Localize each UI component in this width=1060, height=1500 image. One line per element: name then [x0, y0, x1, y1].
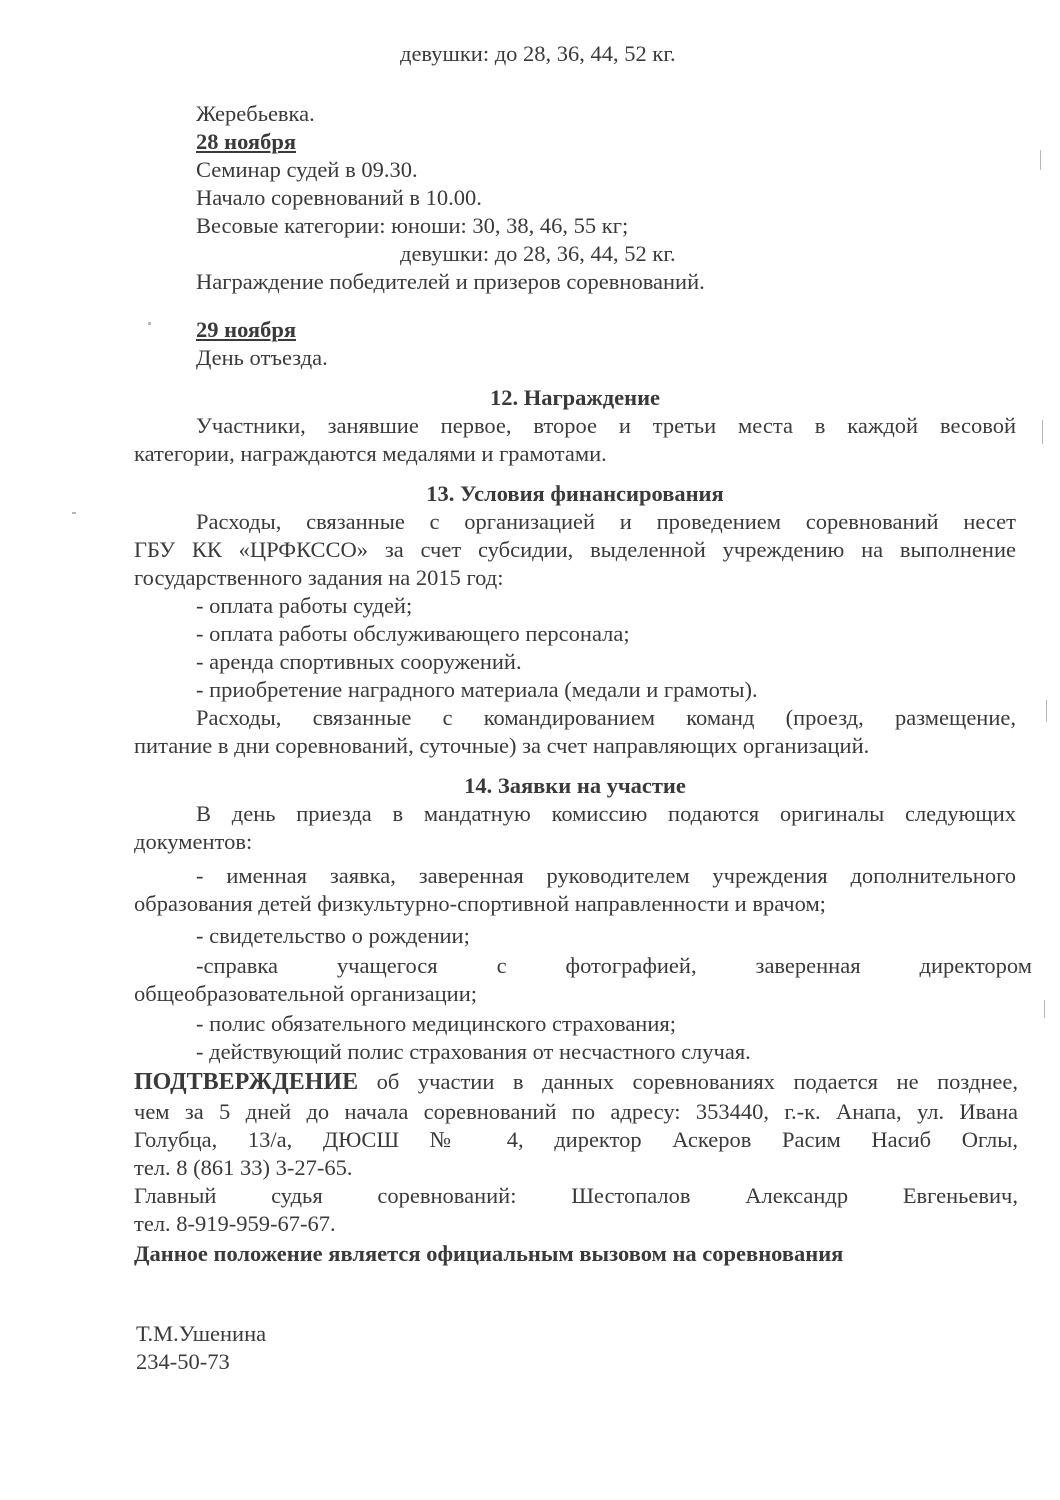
girls-weight-categories: девушки: до 28, 36, 44, 52 кг. [400, 241, 676, 266]
text-line: Голубца, 13/а, ДЮСШ № 4, директор Аскеров Расим Насиб Оглы, [134, 1127, 1018, 1152]
confirmation-bold-word: ПОДТВЕРЖДЕНИЕ [134, 1069, 359, 1095]
draw-line: Жеребьевка. [196, 101, 315, 126]
text-line: Главный судья соревнований: Шестопалов Александр Евгеньевич, [134, 1183, 1018, 1208]
signature-name: Т.М.Ушенина [136, 1321, 267, 1346]
girls-weight-categories-top: девушки: до 28, 36, 44, 52 кг. [400, 41, 676, 66]
text-line: ГБУ КК «ЦРФКССО» за счет субсидии, выделенной учреждению на выполнение [134, 537, 1016, 562]
schedule-line: Семинар судей в 09.30. [196, 157, 418, 182]
document-item-continuation: общеобразовательной организации; [134, 981, 477, 1006]
text-line: -справка учащегося с фотографией, заверенная директором [196, 953, 1032, 978]
expense-item: - оплата работы судей; [196, 593, 413, 618]
expense-item: - оплата работы обслуживающего персонала; [196, 621, 630, 646]
scan-speck [1044, 1000, 1045, 1018]
text-line: В день приезда в мандатную комиссию подаются оригиналы следующих [196, 801, 1016, 826]
schedule-line: Начало соревнований в 10.00. [196, 185, 482, 210]
document-item: - действующий полис страхования от несчастного случая. [196, 1039, 751, 1064]
expense-item: - аренда спортивных сооружений. [196, 649, 522, 674]
section-14-paragraph-line: документов: [134, 829, 253, 854]
award-line: Награждение победителей и призеров соревнований. [196, 269, 705, 294]
document-item: - полис обязательного медицинского страхования; [196, 1011, 676, 1036]
confirmation-phone: тел. 8 (861 33) 3-27-65. [134, 1155, 353, 1180]
scan-speck [1040, 150, 1041, 170]
section-12-paragraph-line: категории, награждаются медалями и грамотами. [134, 441, 607, 466]
text-line: Расходы, связанные с организацией и проведением соревнований несет [196, 509, 1016, 534]
text-line: Участники, занявшие первое, второе и третьи места в каждой весовой [196, 413, 1016, 438]
schedule-line: Весовые категории: юноши: 30, 38, 46, 55 кг; [196, 213, 629, 238]
document-item [196, 862, 1016, 890]
text-line: об участии в данных соревнованиях подается не позднее, [358, 1069, 1018, 1094]
confirmation-line [134, 1126, 1018, 1154]
document-item [196, 952, 1032, 980]
official-call-statement: Данное положение является официальным вызовом на соревнования [134, 1241, 844, 1266]
date-heading-29: 29 ноября [196, 317, 297, 342]
expense-item: - приобретение наградного материала (медали и грамоты). [196, 677, 758, 702]
confirmation-line [134, 1068, 1018, 1096]
section-12-paragraph-line [196, 412, 1016, 440]
text-line: чем за 5 дней до начала соревнований по адресу: 353440, г.-к. Анапа, ул. Ивана [134, 1099, 1018, 1124]
text-line: - именная заявка, заверенная руководителем учреждения дополнительного [196, 863, 1016, 888]
scan-speck [1042, 420, 1043, 444]
document-item-continuation: образования детей физкультурно-спортивной направленности и врачом; [134, 891, 826, 916]
signature-phone: 234-50-73 [136, 1349, 230, 1374]
section-13-paragraph-line [196, 704, 1016, 732]
section-13-title: 13. Условия финансирования [426, 481, 724, 506]
chief-judge-phone: тел. 8-919-959-67-67. [134, 1211, 336, 1236]
section-14-title: 14. Заявки на участие [464, 773, 686, 798]
section-12-title: 12. Награждение [489, 385, 661, 410]
date-heading-28: 28 ноября [196, 129, 297, 154]
section-13-paragraph-line [134, 536, 1016, 564]
section-13-paragraph-line [196, 508, 1016, 536]
section-13-paragraph-line: питание в дни соревнований, суточные) за счет направляющих организаций. [134, 733, 870, 758]
chief-judge-line [134, 1182, 1018, 1210]
section-14-paragraph-line [196, 800, 1016, 828]
scan-speck [148, 322, 151, 325]
scan-speck [72, 512, 76, 514]
document-item: - свидетельство о рождении; [196, 923, 470, 948]
text-line: Расходы, связанные с командированием команд (проезд, размещение, [196, 705, 1016, 730]
confirmation-line [134, 1098, 1018, 1126]
scan-speck [1046, 700, 1047, 722]
section-13-paragraph-line: государственного задания на 2015 год: [134, 565, 504, 590]
departure-line: День отъезда. [196, 345, 328, 370]
